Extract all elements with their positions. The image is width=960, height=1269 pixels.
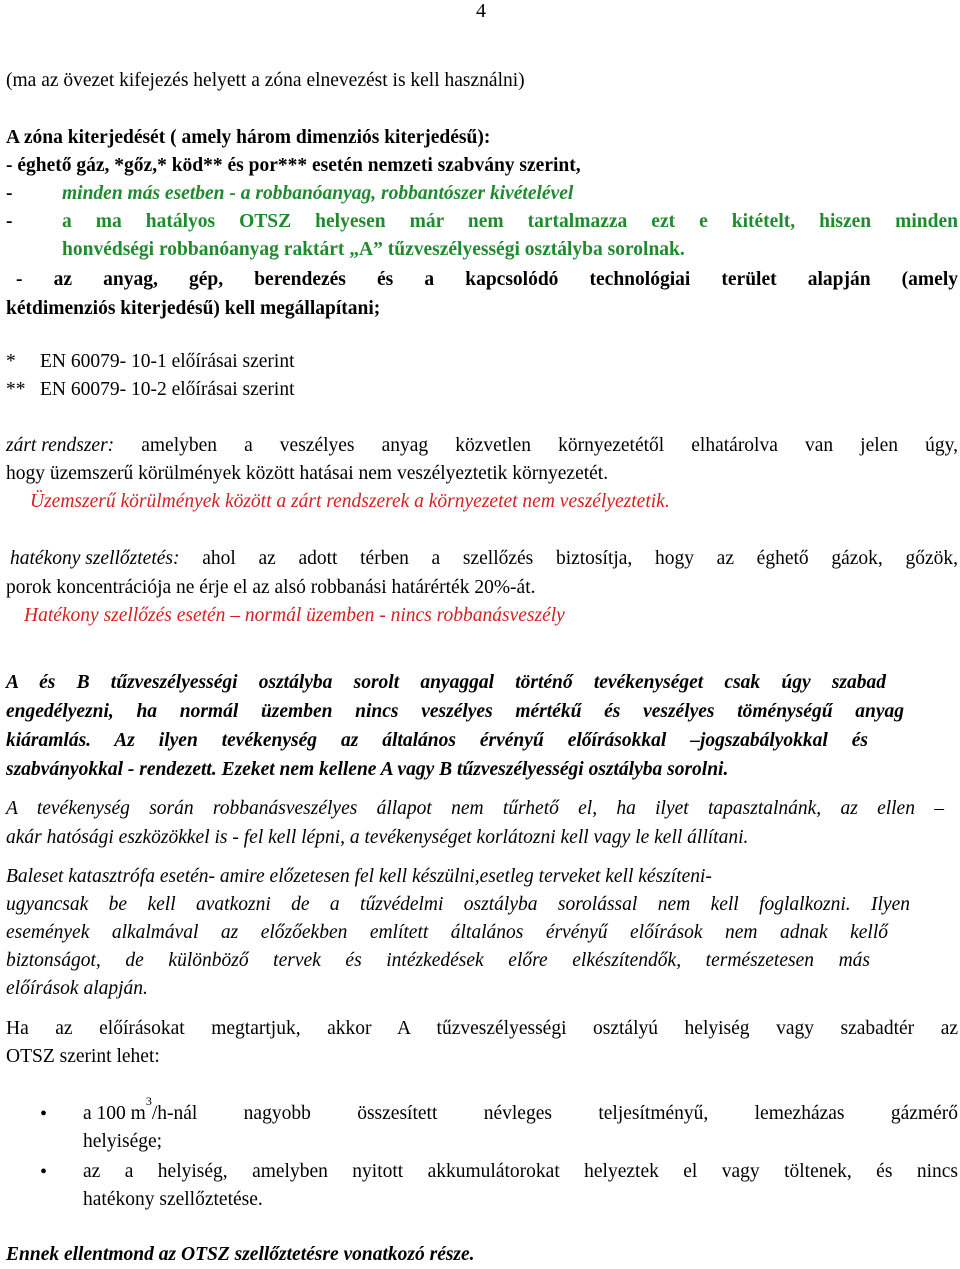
footnote-text: EN 60079- 10-1 előírásai szerint: [40, 351, 295, 372]
closed-system-definition: amelyben a veszélyes anyag közvetlen környezetétől elhatárolva van jelen úgy,: [114, 435, 958, 456]
bullet-item-gas-meter: [83, 1094, 958, 1127]
closed-system-line2: hogy üzemszerű körülmények között hatásai nem veszélyeztetik környezetét.: [6, 463, 609, 484]
zone-item-area-line2: kétdimenziós kiterjedésű) kell megállapítani;: [6, 298, 381, 319]
ventilation-definition: ahol az adott térben a szellőzés biztosítja, hogy az éghető gázok, gőzök,: [179, 548, 958, 569]
activity-paragraph-line: akár hatósági eszközökkel is - fel kell lépni, a tevékenységet korlátozni kell vagy le kell állítani.: [6, 827, 749, 848]
bold-paragraph-line: szabványokkal - rendezett. Ezeket nem kellene A vagy B tűzveszélyességi osztályba sorolni.: [6, 759, 729, 780]
disaster-paragraph-line: biztonságot, de különböző tervek és intézkedések előre elkészítendők, természetesen más: [6, 950, 870, 971]
zone-item-gas: - éghető gáz, *gőz,* köd** és por*** esetén nemzeti szabvány szerint,: [6, 155, 581, 176]
bullet-item-text: a 100 m: [83, 1103, 146, 1124]
bullet-item-text: /h-nál nagyobb összesített névleges teljesítményű, lemezházas gázmérő: [151, 1103, 958, 1124]
footnote-text: EN 60079- 10-2 előírásai szerint: [40, 379, 295, 400]
page-number: 4: [476, 0, 486, 22]
closed-system-term: zárt rendszer:: [6, 435, 115, 456]
zone-heading: A zóna kiterjedését ( amely három dimenziós kiterjedésű):: [6, 127, 491, 148]
bullet-icon: •: [40, 1161, 48, 1183]
bold-paragraph-line: engedélyezni, ha normál üzemben nincs veszélyes mértékű és veszélyes töménységű anyag: [6, 701, 904, 722]
zone-item-dash: -: [6, 211, 13, 232]
otsz-intro-line1: Ha az előírásokat megtartjuk, akkor A tűzveszélyességi osztályú helyiség vagy szabadtér az: [6, 1018, 958, 1039]
bold-paragraph-line: A és B tűzveszélyességi osztályba sorolt anyaggal történő tevékenységet csak úgy szabad: [6, 672, 886, 693]
intro-text: (ma az övezet kifejezés helyett a zóna elnevezést is kell használni): [6, 70, 525, 91]
footnote-mark: **: [6, 379, 26, 400]
zone-item-otsz-line1: a ma hatályos OTSZ helyesen már nem tartalmazza ezt e kitételt, hiszen minden: [62, 211, 958, 232]
disaster-paragraph-line: előírások alapján.: [6, 978, 148, 999]
superscript: 3: [145, 1094, 152, 1108]
bold-paragraph-line: kiáramlás. Az ilyen tevékenység az általános érvényű előírásokkal –jogszabályokkal és: [6, 730, 868, 751]
bullet-item-continuation: helyisége;: [83, 1131, 163, 1152]
bullet-item-battery: az a helyiség, amelyben nyitott akkumulátorokat helyeztek el vagy töltenek, és nincs: [83, 1161, 958, 1182]
bullet-item-continuation: hatékony szellőztetése.: [83, 1189, 263, 1210]
zone-item-otsz-line2: honvédségi robbanóanyag raktárt „A” tűzveszélyességi osztályba sorolnak.: [62, 239, 685, 260]
zone-item-area-line1: - az anyag, gép, berendezés és a kapcsolódó technológiai terület alapján (amely: [16, 269, 958, 290]
ventilation-line2: porok koncentrációja ne érje el az alsó robbanási határérték 20%-át.: [6, 577, 536, 598]
closed-system-note: Üzemszerű körülmények között a zárt rendszerek a környezetet nem veszélyeztetik.: [30, 491, 670, 512]
ventilation-note: Hatékony szellőzés esetén – normál üzemben - nincs robbanásveszély: [24, 605, 565, 626]
zone-item-dash: -: [6, 183, 13, 204]
closing-statement: Ennek ellentmond az OTSZ szellőztetésre vonatkozó része.: [6, 1244, 475, 1265]
closed-system-line1: [6, 433, 958, 459]
otsz-intro-line2: OTSZ szerint lehet:: [6, 1046, 160, 1067]
disaster-paragraph-line: ugyancsak be kell avatkozni de a tűzvédelmi osztályba sorolással nem kell foglalkozni. Ilyen: [6, 894, 910, 915]
footnote-mark: *: [6, 351, 16, 372]
ventilation-term: hatékony szellőztetés:: [10, 548, 180, 569]
disaster-paragraph-line: események alkalmával az előzőekben említett általános érvényű előírások nem adnak kellő: [6, 922, 888, 943]
disaster-paragraph-line: Baleset katasztrófa esetén- amire előzetesen fel kell készülni,esetleg terveket kell készíteni-: [6, 866, 712, 887]
activity-paragraph-line: A tevékenység során robbanásveszélyes állapot nem tűrhető el, ha ilyet tapasztalnánk, az ellen –: [6, 798, 944, 819]
bullet-icon: •: [40, 1103, 48, 1125]
zone-item-other-cases: minden más esetben - a robbanóanyag, robbantószer kivételével: [62, 183, 574, 204]
ventilation-line1: [10, 546, 958, 572]
